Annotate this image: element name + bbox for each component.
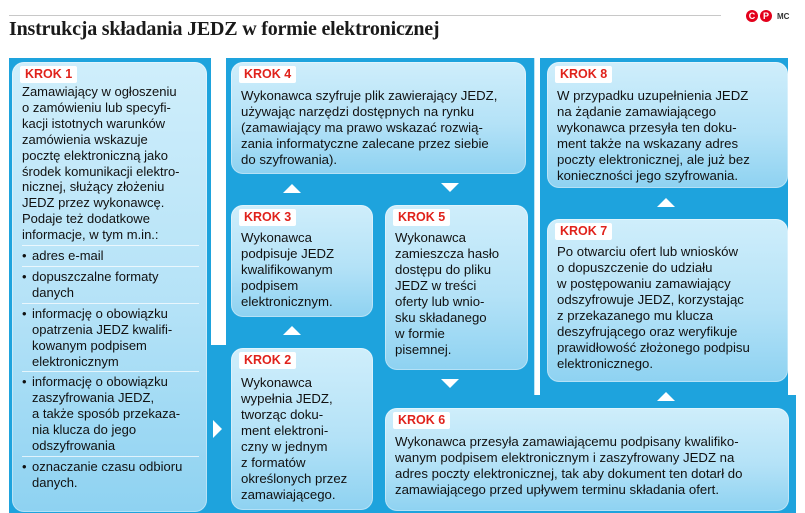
step-1-text: Zamawiający w ogłoszeniu o zamówieniu lub specyfi- kacji istotnych warunków zamówienia wskazuje pocztę elektroniczną jako środek komunikacji elektro- nicznej, służący złożeniu JEDZ przez wykonawcę. Podaje też dodatkowe informacje, w tym m.in.: — [22, 84, 180, 243]
step-1-body — [22, 84, 199, 491]
page-title: Instrukcja składania JEDZ w formie elektronicznej — [9, 18, 440, 40]
publisher-logo — [746, 10, 789, 22]
step-6-panel — [385, 408, 789, 511]
step-3-label: KROK 3 — [239, 209, 296, 226]
arrow-down-icon — [441, 379, 459, 388]
list-item: • informację o obowiązku zaszyfrowania JEDZ, a także sposób przekaza- nia klucza do jego odszyfrowania — [22, 371, 199, 454]
step-3-panel — [231, 205, 373, 317]
arrow-up-icon — [657, 198, 675, 207]
logo-p-icon: P — [760, 10, 772, 22]
list-item: • adres e-mail — [22, 245, 199, 264]
step-7-panel — [547, 219, 788, 382]
step-8-text: W przypadku uzupełnienia JEDZ na żądanie zamawiającego wykonawca przesyła ten doku- ment także na wskazany adres poczty elektronicznej, ale już bez konieczności jego szyfrowania. — [557, 88, 750, 183]
step-8-panel — [547, 62, 788, 188]
arrow-up-icon — [283, 326, 301, 335]
step-2-panel — [231, 348, 373, 510]
arrow-right-icon — [213, 420, 222, 438]
step-4-panel — [231, 62, 526, 174]
step-4-text: Wykonawca szyfruje plik zawierający JEDZ, używając narzędzi dostępnych na rynku (zamawiający ma prawo wskazać rozwią- zania informatyczne zalecane przez siebie do szyfrowania). — [241, 88, 498, 167]
step-7-text: Po otwarciu ofert lub wniosków o dopuszczenie do udziału w postępowaniu zamawiający odszyfrowuje JEDZ, korzystając z przekazanego mu klucza deszyfrującego oraz weryfikuje prawidłowość złożonego podpisu elektronicznego. — [557, 244, 750, 371]
logo-c-icon: C — [746, 10, 758, 22]
step-1-panel — [12, 62, 207, 512]
step-5-text: Wykonawca zamieszcza hasło dostępu do pliku JEDZ w treści oferty lub wnio- sku składanego w formie pisemnej. — [395, 230, 500, 357]
top-rule — [9, 15, 721, 16]
step-4-label: KROK 4 — [239, 66, 296, 83]
list-item: • oznaczanie czasu odbioru danych. — [22, 456, 199, 491]
arrow-down-icon — [441, 183, 459, 192]
arrow-up-icon — [283, 184, 301, 193]
step-3-text: Wykonawca podpisuje JEDZ kwalifikowanym podpisem elektronicznym. — [241, 230, 335, 309]
step-6-text: Wykonawca przesyła zamawiającemu podpisany kwalifiko- wanym podpisem elektronicznym i zaszyfrowany JEDZ na adres poczty elektronicznej, tak aby dokument ten dotarł do zamawiającego przed upływem terminu składania ofert. — [395, 434, 743, 497]
step-5-panel — [385, 205, 528, 370]
list-item: • dopuszczalne formaty danych — [22, 266, 199, 301]
step-5-label: KROK 5 — [393, 209, 450, 226]
step-1-label: KROK 1 — [20, 66, 77, 83]
list-item: • informację o obowiązku opatrzenia JEDZ kwalifi- kowanym podpisem elektronicznym — [22, 303, 199, 370]
step-2-label: KROK 2 — [239, 352, 296, 369]
step-7-label: KROK 7 — [555, 223, 612, 240]
step-8-label: KROK 8 — [555, 66, 612, 83]
arrow-up-icon — [657, 392, 675, 401]
step-6-label: KROK 6 — [393, 412, 450, 429]
logo-mc-text: MC — [777, 11, 790, 21]
step-2-text: Wykonawca wypełnia JEDZ, tworząc doku- ment elektroni- czny w jednym z formatów określonych przez zamawiającego. — [241, 375, 348, 502]
